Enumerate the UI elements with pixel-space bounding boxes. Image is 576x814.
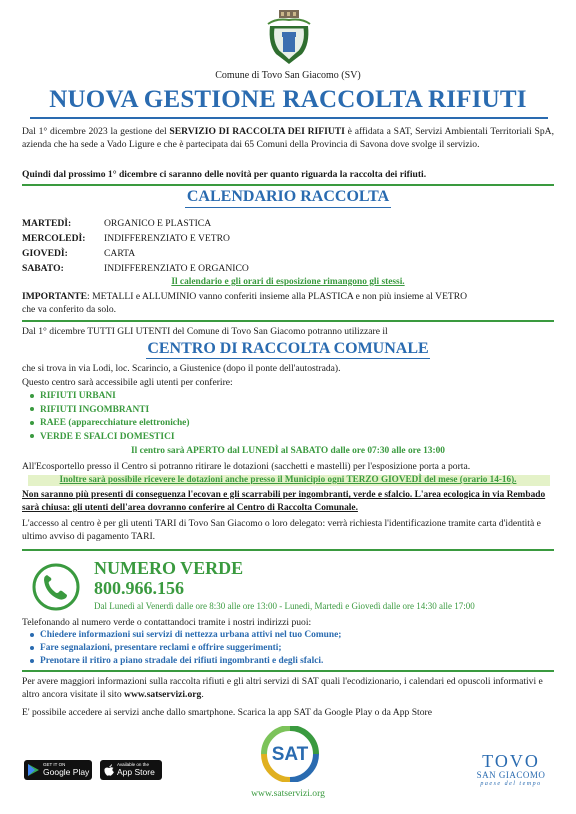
accepted-waste-list: [30, 390, 189, 444]
bullet-icon: [30, 394, 34, 398]
calendar-note: Il calendario e gli orari di esposizione rimangono gli stessi.: [171, 277, 405, 287]
numero-verde-intro: Telefonando al numero verde o contattandoci tramite i nostri indirizzi puoi:: [22, 617, 312, 628]
list-item: Prenotare il ritiro a piano stradale dei rifiuti ingombranti e degli sfalci.: [30, 655, 341, 668]
google-play-button[interactable]: GET IT ON Google Play: [24, 760, 92, 780]
access-info: L'accesso al centro è per gli utenti TARI di Tovo San Giacomo o loro delegato: verrà richiesta l'identificazione tramite carta d'identità e ultimo avviso di pagamento TARI.: [22, 518, 541, 542]
calendar-day: MERCOLEDÌ:: [22, 233, 86, 244]
google-play-icon: [28, 764, 39, 776]
bullet-icon: [30, 646, 34, 650]
apple-icon: [104, 764, 114, 776]
calendar-day: MARTEDÌ:: [22, 218, 72, 229]
section-divider: [22, 184, 554, 186]
list-item: VERDE E SFALCI DOMESTICI: [30, 431, 189, 445]
numero-verde-number[interactable]: 800.966.156: [94, 578, 184, 598]
intro-paragraph: Dal 1° dicembre 2023 la gestione del SERVIZIO DI RACCOLTA DEI RIFIUTI è affidata a SAT, Servizi Ambientali Territoriali SpA, azienda che ha sede a Vado Ligure e che è partecipata dai 65 Comuni della Provincia di Savona dove svolge il servizio.: [22, 126, 554, 150]
center-intro: Dal 1° dicembre TUTTI GLI UTENTI del Comune di Tovo San Giacomo potranno utilizzare il: [22, 326, 388, 337]
numero-verde-services: [30, 629, 341, 668]
tovo-logo: TOVO SAN GIACOMO paese del tempo: [476, 751, 546, 787]
bullet-icon: [30, 407, 34, 411]
list-item: Chiedere informazioni sui servizi di nettezza urbana attivi nel tuo Comune;: [30, 629, 341, 642]
calendar-value: CARTA: [104, 248, 136, 259]
bullet-icon: [30, 421, 34, 425]
calendar-title: CALENDARIO RACCOLTA: [186, 188, 390, 205]
center-title: CENTRO DI RACCOLTA COMUNALE: [147, 340, 429, 357]
ecovan-info: Non saranno più presenti di conseguenza l'ecovan e gli scarrabili per ingombranti, verde e sfalcio. L'area ecologica in via Rembado sarà chiusa: gli utenti dell'area dovranno conferire al Centro di Raccolta Comunale.: [22, 490, 546, 513]
bullet-icon: [30, 633, 34, 637]
calendar-day: GIOVEDÌ:: [22, 248, 68, 259]
bullet-icon: [30, 434, 34, 438]
ecosportello-info: All'Ecosportello presso il Centro si potranno ritirare le dotazioni (sacchetti e mastelli) per l'esposizione porta a porta.: [22, 461, 471, 472]
title-underline: [30, 117, 548, 119]
municipio-info: Inoltre sarà possibile ricevere le dotazioni anche presso il Municipio ogni TERZO GIOVEDÌ del mese (orario 14-16).: [59, 474, 517, 484]
center-location: che si trova in via Lodi, loc. Scarincio, a Giustenice (dopo il ponte dell'autostrada).: [22, 363, 341, 374]
numero-verde-title: NUMERO VERDE: [94, 558, 244, 578]
sat-logo: [258, 726, 322, 782]
calendar-value: ORGANICO E PLASTICA: [104, 218, 212, 229]
list-item: RAEE (apparecchiature elettroniche): [30, 417, 189, 431]
important-note: IMPORTANTE: METALLI e ALLUMINIO vanno conferiti insieme alla PLASTICA e non più insieme al VETRO che va conferito da solo.: [22, 291, 468, 315]
numero-verde-hours: Dal Lunedì al Venerdì dalle ore 8:30 alle ore 13:00 - Lunedì, Martedì e Giovedì dalle ore 14:30 alle 17:00: [94, 601, 475, 611]
intro-bold-note: Quindi dal prossimo 1° dicembre ci saranno delle novità per quanto riguarda la raccolta dei rifiuti.: [22, 169, 427, 180]
list-item: RIFIUTI URBANI: [30, 390, 189, 404]
page-title: NUOVA GESTIONE RACCOLTA RIFIUTI: [49, 86, 527, 113]
section-divider: [22, 549, 554, 551]
calendar-value: INDIFFERENZIATO E ORGANICO: [104, 263, 249, 274]
municipality-name: Comune di Tovo San Giacomo (SV): [215, 70, 361, 81]
section-divider: [22, 670, 554, 672]
list-item: RIFIUTI INGOMBRANTI: [30, 404, 189, 418]
center-title-underline: [146, 358, 430, 359]
sat-logo-text: SAT: [271, 744, 309, 765]
phone-icon: [32, 563, 80, 611]
calendar-title-underline: [185, 207, 391, 208]
center-access-intro: Questo centro sarà accessibile agli utenti per conferire:: [22, 377, 233, 388]
coat-of-arms-icon: [266, 10, 312, 68]
app-store-button[interactable]: Available on the App Store: [100, 760, 162, 780]
list-item: Fare segnalazioni, presentare reclami e offrire suggerimenti;: [30, 642, 341, 655]
more-info: Per avere maggiori informazioni sulla raccolta rifiuti e gli altri servizi di SAT quali l'ecodizionario, i calendari ed opuscoli informativi e altro ancora visitate il sito www.satservizi.org.: [22, 676, 543, 700]
bullet-icon: [30, 659, 34, 663]
sat-website-link[interactable]: www.satservizi.org: [251, 788, 325, 799]
app-info: E' possibile accedere ai servizi anche dallo smartphone. Scarica la app SAT da Google Play o da App Store: [22, 707, 432, 718]
calendar-value: INDIFFERENZIATO E VETRO: [104, 233, 230, 244]
calendar-day: SABATO:: [22, 263, 64, 274]
website-link[interactable]: www.satservizi.org: [124, 689, 202, 700]
section-divider: [22, 320, 554, 322]
center-hours: Il centro sarà APERTO dal LUNEDÌ al SABATO dalle ore 07:30 alle ore 13:00: [131, 446, 445, 456]
